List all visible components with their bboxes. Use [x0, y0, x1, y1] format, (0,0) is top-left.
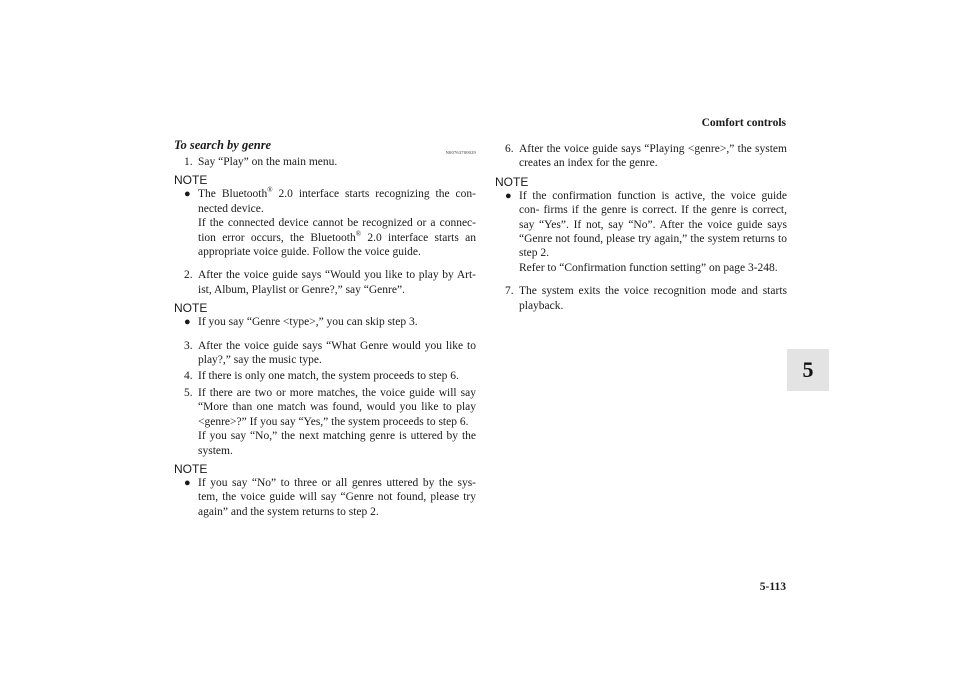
step-4	[184, 369, 476, 383]
note-label: NOTE	[495, 174, 529, 189]
step-5	[184, 386, 476, 458]
step-number: 2.	[184, 269, 193, 282]
step-text	[198, 386, 476, 458]
step-paragraph: If you say “No,” the next matching genre is uttered by the system.	[198, 430, 476, 457]
note-text: If you say “No” to three or all genres uttered by the sys- tem, the voice guide will say “Genre not found, please try again” and the system returns to step 2.	[198, 476, 476, 518]
step-text: After the voice guide says “What Genre would you like to play?,” say the music type.	[198, 339, 476, 367]
step-text: After the voice guide says “Would you like to play by Art- ist, Album, Playlist or Genre?,” say “Genre”.	[198, 269, 476, 296]
step-1	[184, 155, 476, 169]
note-text	[198, 187, 476, 259]
bullet-icon: ●	[184, 476, 191, 489]
note-text-part: 2.0 interface starts an appropriate voice guide. Follow the voice guide.	[198, 231, 476, 259]
step-number: 4.	[184, 370, 193, 383]
section-code: N00763700029	[445, 150, 476, 155]
step-paragraph: If there are two or more matches, the voice guide will say “More than one match was found, would you like to play <genre>?” If you say “Yes,” the system proceeds to step 6.	[198, 386, 476, 428]
step-text: After the voice guide says “Playing <genre>,” the system creates an index for the genre.	[519, 143, 787, 170]
registered-mark: ®	[355, 229, 362, 238]
step-2	[184, 268, 476, 297]
page-number: 5-113	[759, 581, 786, 593]
right-column	[495, 138, 787, 313]
note-label: NOTE	[174, 461, 208, 476]
note-4	[505, 189, 787, 275]
section-title-text: To search by genre	[174, 138, 272, 152]
registered-mark: ®	[267, 186, 273, 195]
step-text: If there is only one match, the system proceeds to step 6.	[198, 370, 459, 383]
note-paragraph	[198, 187, 476, 216]
step-7	[505, 284, 787, 313]
note-text: If you say “Genre <type>,” you can skip step 3.	[198, 316, 418, 329]
step-text: Say “Play” on the main menu.	[198, 156, 338, 168]
bullet-icon: ●	[184, 188, 191, 201]
step-number: 5.	[184, 386, 193, 399]
note-label: NOTE	[174, 301, 208, 316]
step-number: 6.	[505, 143, 514, 155]
note-3	[184, 476, 476, 519]
note-text	[519, 189, 787, 275]
left-column	[174, 138, 476, 519]
note-2	[184, 315, 476, 329]
note-paragraph	[198, 216, 476, 259]
chapter-tab: 5	[787, 349, 829, 391]
step-3	[184, 339, 476, 368]
note-text-part: If the connected device cannot be recognized or a connec- tion error occurs, the Bluetooth	[198, 217, 476, 244]
step-6	[505, 142, 787, 171]
note-text-part: 2.0 interface starts recognizing the con- nected device.	[198, 188, 476, 215]
step-text: The system exits the voice recognition mode and starts playback.	[519, 285, 787, 312]
note-text-part: The Bluetooth	[198, 188, 268, 201]
note-paragraph: Refer to “Confirmation function setting” on page 3-248.	[519, 261, 778, 274]
note-paragraph: If the confirmation function is active, the voice guide con- firms if the genre is correct. If the genre is correct, say “Yes”. If not, say “No”. After the voice guide says “Genre not found, please try again,” the system returns to step 2.	[519, 189, 787, 260]
step-number: 3.	[184, 339, 193, 352]
step-number: 7.	[505, 285, 514, 298]
note-label: NOTE	[174, 173, 208, 188]
note-1	[184, 187, 476, 259]
section-title	[174, 138, 476, 155]
header-title: Comfort controls	[701, 117, 786, 129]
step-number: 1.	[184, 156, 193, 168]
bullet-icon: ●	[505, 189, 512, 202]
bullet-icon: ●	[184, 316, 191, 329]
